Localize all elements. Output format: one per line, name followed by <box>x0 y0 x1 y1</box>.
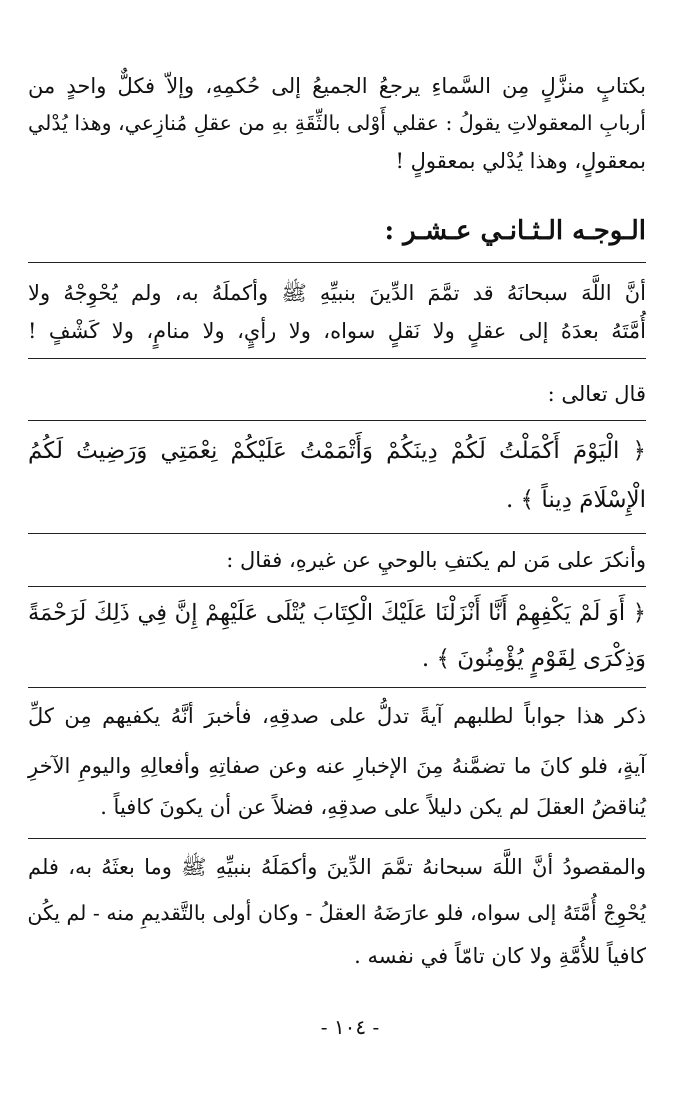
divider-line <box>28 586 646 587</box>
quran-verse-line: الْإِسْلَامَ دِيناً ﴾ . <box>505 487 646 513</box>
text-line: كافياً للأُمَّةِ ولا كان تامّاً في نفسه . <box>354 944 646 968</box>
quran-verse-line: ﴿ الْيَوْمَ أَكْمَلْتُ لَكُمْ دِينَكُمْ وَأَتْمَمْتُ عَلَيْكُمْ نِعْمَتِي وَرَضِيتُ لَكُمُ <box>28 438 646 464</box>
text-line: أربابِ المعقولاتِ يقولُ : عقلي أَوْلى بالثِّقَةِ بهِ من عقلِ مُنازِعي، وهذا يُدْلي <box>28 111 646 135</box>
text-line: وأنكرَ على مَن لم يكتفِ بالوحيِ عن غيرهِ، فقال : <box>226 548 646 572</box>
quran-verse-line: ﴿ أَوَ لَمْ يَكْفِهِمْ أَنَّا أَنْزَلْنَا عَلَيْكَ الْكِتَابَ يُتْلَى عَلَيْهِمْ إِنَّ فِي ذَلِكَ لَرَحْمَةً <box>28 600 646 626</box>
text-line: يُحْوِجْ أُمَّتَهُ إلى سواه، فلو عارَضَهُ العقلُ - وكان أولى بالتَّقديمِ منه - لم يكُن <box>27 901 646 925</box>
divider-line <box>28 533 646 534</box>
text-line: بكتابٍ منزَّلٍ مِن السَّماءِ يرجعُ الجميعُ إلى حُكمِهِ، وإلاّ فكلٌّ واحدٍ من <box>28 74 646 98</box>
divider-line <box>28 358 646 359</box>
divider-line <box>28 262 646 263</box>
divider-line <box>28 420 646 421</box>
text-line: ذكر هذا جواباً لطلبهم آيةً تدلُّ على صدقِهِ، فأخبرَ أنَّهُ يكفيهم مِن كلِّ <box>28 704 646 728</box>
text-line: أُمَّتَهُ بعدَهُ إلى عقلٍ ولا نَقلٍ سواه، ولا رأيٍ، ولا منامٍ، ولا كَشْفٍ ! <box>28 319 646 343</box>
text-line: آيةٍ، فلو كانَ ما تضمَّنهُ مِنَ الإخبارِ عنه وعن صفاتِهِ وأفعالِهِ واليومِ الآخرِ <box>28 754 646 778</box>
divider-line <box>28 687 646 688</box>
divider-line <box>28 838 646 839</box>
text-line: أنَّ اللَّهَ سبحانَهُ قد تمَّمَ الدِّينَ بنبيِّهِ ﷺ وأكملَهُ به، ولم يُحْوِجْهُ ولا <box>28 281 646 305</box>
text-line: قال تعالى : <box>547 382 646 406</box>
page-number: - ١٠٤ - <box>320 1015 380 1039</box>
section-heading: الـوجـه الـثـانـي عـشـر : <box>384 216 646 246</box>
text-line: يُناقضُ العقلَ لم يكن دليلاً على صدقِهِ، فضلاً عن أن يكونَ كافياً . <box>100 795 646 819</box>
quran-verse-line: وَذِكْرَى لِقَوْمٍ يُؤْمِنُونَ ﴾ . <box>421 646 646 672</box>
text-line: بمعقولٍ، وهذا يُدْلي بمعقولٍ ! <box>395 149 646 173</box>
text-line: والمقصودُ أنَّ اللَّهَ سبحانهُ تمَّمَ الدِّينَ وأكمَلَهُ بنبيِّهِ ﷺ وما بعثَهُ به، فلم <box>28 855 646 879</box>
